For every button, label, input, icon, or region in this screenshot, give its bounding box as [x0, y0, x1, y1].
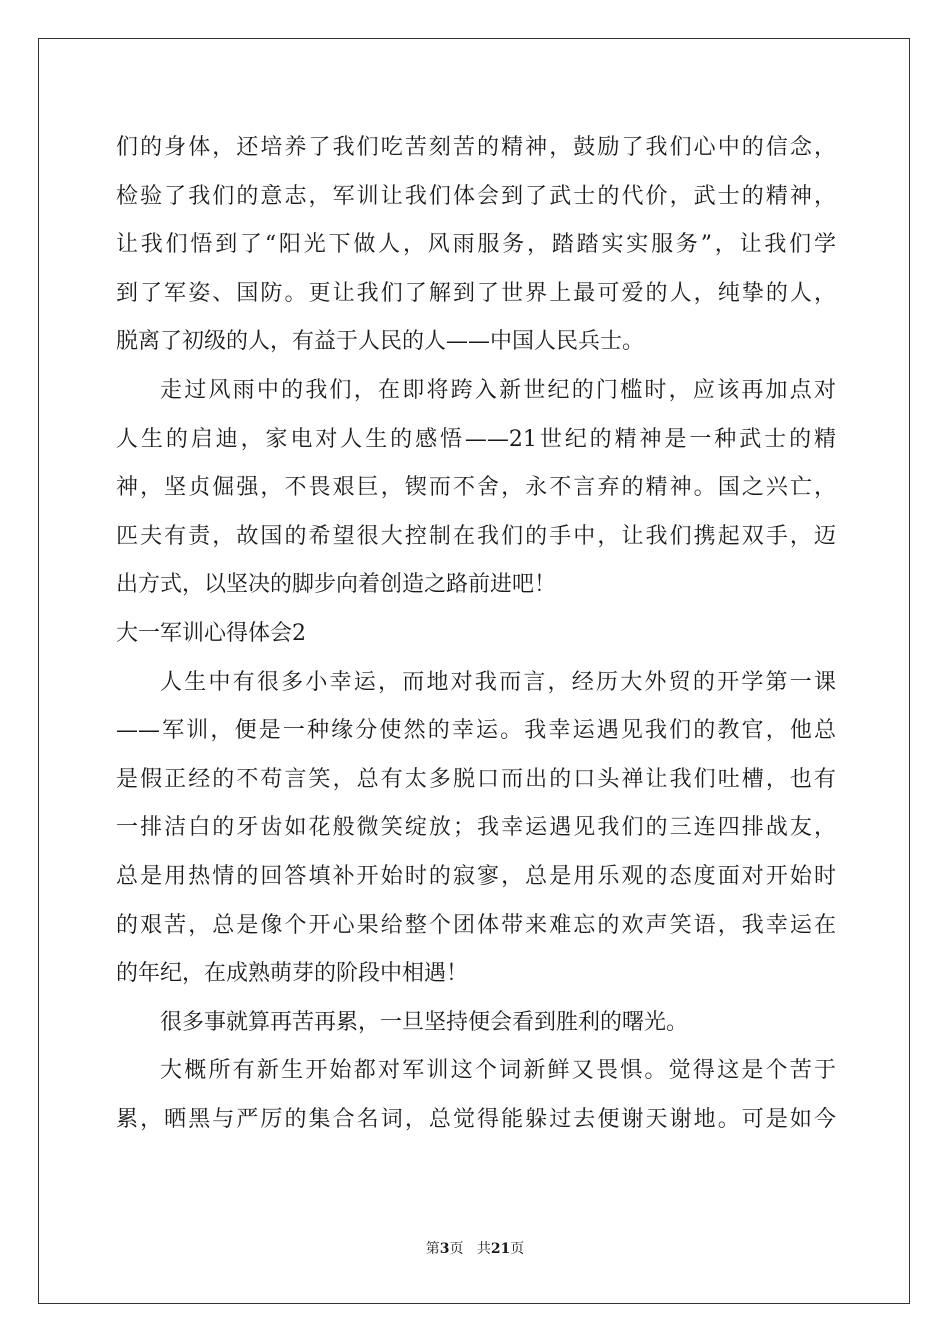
text-line: 人生的启迪，家电对人生的感悟——21世纪的精神是一种武士的精 [116, 426, 836, 452]
paragraph-5 [116, 1053, 836, 1150]
text-line: 让我们悟到了“阳光下做人，风雨服务，踏踏实实服务”，让我们学 [116, 232, 836, 258]
text-line: 神，坚贞倔强，不畏艰巨，锲而不舍，永不言弃的精神。国之兴亡， [116, 475, 836, 501]
text-line: 走过风雨中的我们，在即将跨入新世纪的门槛时，应该再加点对 [160, 377, 836, 403]
text-line: 检验了我们的意志，军训让我们体会到了武士的代价，武士的精神， [116, 183, 836, 209]
text-line: 脱离了初级的人，有益于人民的人——中国人民兵士。 [116, 329, 645, 355]
paragraph-4 [116, 1005, 836, 1054]
text-line: 到了军姿、国防。更让我们了解到了世界上最可爱的人，纯挚的人， [116, 280, 836, 306]
paragraph-1 [116, 130, 836, 373]
page-number: 3 [439, 1241, 450, 1257]
text-line: 人生中有很多小幸运，而地对我而言，经历大外贸的开学第一课 [160, 669, 836, 695]
page-footer [0, 1238, 950, 1258]
page-prefix: 第 [425, 1241, 440, 1257]
text-line: 出方式，以坚决的脚步向着创造之路前进吧！ [116, 572, 557, 598]
text-line: 的年纪，在成熟萌芽的阶段中相遇！ [116, 961, 469, 987]
page-suffix: 页 [449, 1241, 464, 1257]
text-line: 的艰苦，总是像个开心果给整个团体带来难忘的欢声笑语，我幸运在 [116, 912, 836, 938]
text-line: 很多事就算再苦再累，一旦坚持便会看到胜利的曙光。 [160, 1009, 689, 1035]
text-line: 大概所有新生开始都对军训这个词新鲜又畏惧。觉得这是个苦于 [160, 1058, 836, 1084]
total-prefix: 共 [476, 1241, 491, 1257]
total-pages: 21 [490, 1241, 511, 1257]
text-line: 累，晒黑与严厉的集合名词，总觉得能躲过去便谢天谢地。可是如今 [116, 1106, 836, 1132]
paragraph-2 [116, 373, 836, 616]
total-suffix: 页 [510, 1241, 525, 1257]
text-line: ——军训，便是一种缘分使然的幸运。我幸运遇见我们的教官，他总 [116, 718, 836, 744]
document-body [116, 130, 836, 1150]
paragraph-3 [116, 665, 836, 1005]
section-heading: 大一军训心得体会2 [116, 620, 306, 646]
text-line: 匹夫有责，故国的希望很大控制在我们的手中，让我们携起双手，迈 [116, 523, 836, 549]
text-line: 是假正经的不苟言笑，总有太多脱口而出的口头禅让我们吐槽，也有 [116, 766, 836, 792]
text-line: 一排洁白的牙齿如花般微笑绽放；我幸运遇见我们的三连四排战友， [116, 815, 836, 841]
text-line: 们的身体，还培养了我们吃苦刻苦的精神，鼓励了我们心中的信念， [116, 135, 836, 160]
text-line: 总是用热情的回答填补开始时的寂寥，总是用乐观的态度面对开始时 [116, 863, 836, 889]
